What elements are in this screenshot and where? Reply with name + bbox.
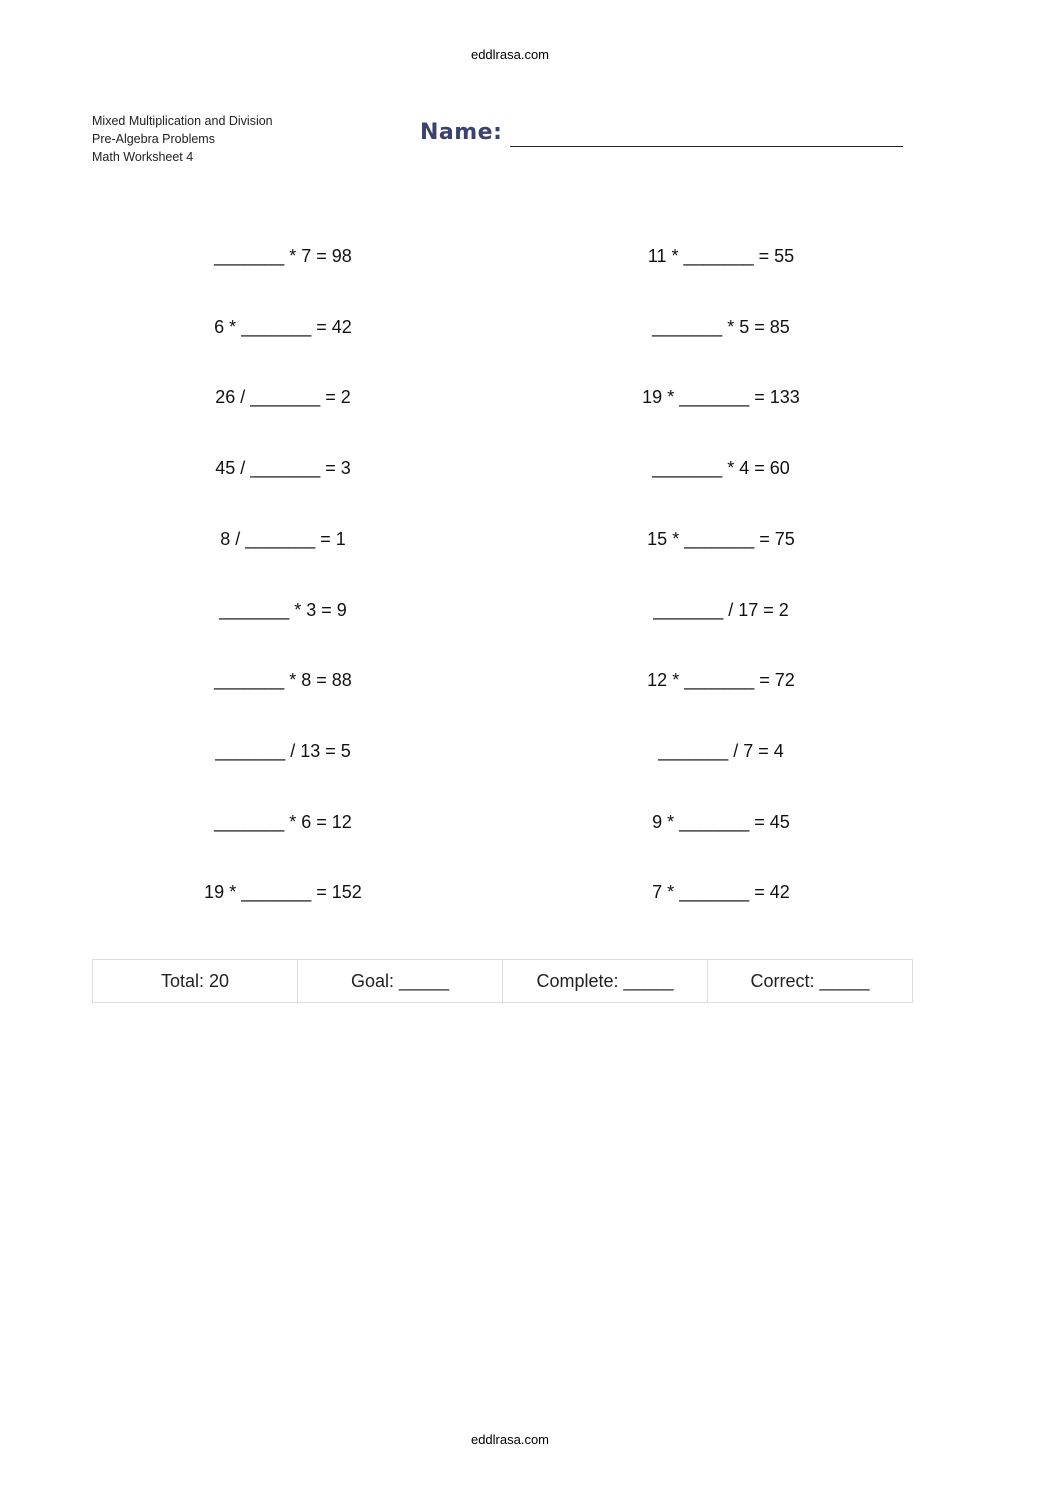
title-line-3: Math Worksheet 4 [92,150,194,164]
problem-right-4: _______ * 4 = 60 [652,458,790,478]
problem-right-6: _______ / 17 = 2 [653,600,789,620]
goal-cell: Goal: _____ [298,960,503,1003]
problem-left-3: 26 / _______ = 2 [215,387,351,407]
site-footer: eddlrasa.com [470,1432,550,1447]
problem-right-5: 15 * _______ = 75 [647,529,795,549]
problem-left-10: 19 * _______ = 152 [204,882,362,902]
problem-right-7: 12 * _______ = 72 [647,670,795,690]
title-line-2: Pre-Algebra Problems [92,132,215,146]
problem-left-6: _______ * 3 = 9 [219,600,347,620]
title-line-1: Mixed Multiplication and Division [92,114,273,128]
problem-left-9: _______ * 6 = 12 [214,812,352,832]
problem-left-7: _______ * 8 = 88 [214,670,352,690]
problem-right-10: 7 * _______ = 42 [652,882,790,902]
problem-right-9: 9 * _______ = 45 [652,812,790,832]
complete-cell: Complete: _____ [503,960,708,1003]
problem-left-4: 45 / _______ = 3 [215,458,351,478]
problem-right-3: 19 * _______ = 133 [642,387,800,407]
problem-left-1: _______ * 7 = 98 [214,246,352,266]
worksheet-title [92,112,273,166]
score-row [93,960,913,1003]
problem-right-2: _______ * 5 = 85 [652,317,790,337]
problem-left-8: _______ / 13 = 5 [215,741,351,761]
problem-right-8: _______ / 7 = 4 [658,741,784,761]
problem-left-5: 8 / _______ = 1 [220,529,346,549]
correct-cell: Correct: _____ [708,960,913,1003]
name-field-line[interactable] [510,146,903,147]
site-header: eddlrasa.com [470,47,550,62]
total-cell: Total: 20 [93,960,298,1003]
problem-left-2: 6 * _______ = 42 [214,317,352,337]
problem-right-1: 11 * _______ = 55 [647,246,795,266]
score-table [92,959,913,1003]
name-label: Name: [420,120,503,145]
